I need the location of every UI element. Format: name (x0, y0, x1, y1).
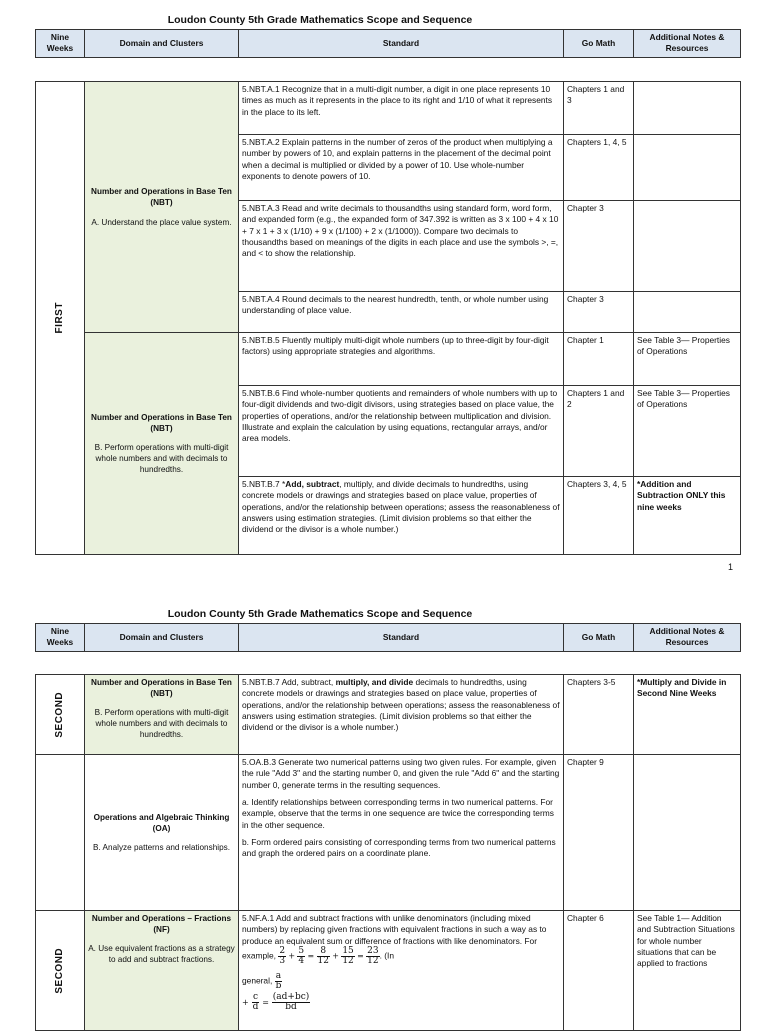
cluster-name: A. Use equivalent fractions as a strategy to add and subtract fractions. (88, 944, 235, 965)
domain-cell (85, 333, 239, 555)
go-math-cell: Chapters 1, 4, 5 (564, 135, 634, 201)
standard-cell: 5.NBT.A.1 Recognize that in a multi-digit number, a digit in one place represents 10 times as much as it represents in the place to its right and 1/10 of what it represents in the place to its left. (239, 82, 564, 135)
standard-cell: 5.OA.B.3 Generate two numerical patterns using two given rules. For example, given the rule "Add 3" and the starting number 0, and given the rule "Add 6" and the starting number 0, generate terms in the resulting sequences. a. Identify relationships between corresponding terms in two numerical patterns. For example, observe that the terms in one sequence are twice the corresponding terms in the other sequence. b. Form ordered pairs consisting of corresponding terms from two numerical patterns and graph the ordered pairs on a coordinate plane. (239, 755, 564, 911)
fraction: $\frac{5}{4}$ (298, 946, 305, 967)
header-table-2 (35, 623, 741, 652)
go-math-cell: Chapter 9 (564, 755, 634, 911)
notes-cell: *Multiply and Divide in Second Nine Weeks (634, 675, 741, 755)
header-table-1 (35, 29, 741, 58)
nine-weeks-label-first: FIRST (36, 82, 85, 555)
go-math-cell: Chapters 3, 4, 5 (564, 477, 634, 555)
standard-cell: 5.NF.A.1 Add and subtract fractions with unlike denominators (including mixed numbers) by replacing given fractions with equivalent fractions in such a way as to produce an equivalent sum or difference of fractions with like denominators. For example, $\frac{2}{3}$ + $\frac{5}{4}$ = $\frac{8}{12}$ + $\frac{15}{12}$ = $\frac{23}{12}$ . (In general, $\frac{a}{b}$ + $\frac{c}{d}$ = $\frac{(ad+bc)}{bd}$ (239, 911, 564, 1031)
domain-name: Operations and Algebraic Thinking (OA) (93, 812, 230, 833)
notes-cell (634, 292, 741, 333)
header-standard: Standard (239, 624, 564, 652)
fraction: $\frac{a}{b}$ (275, 971, 282, 992)
fraction: $\frac{2}{3}$ (279, 946, 286, 967)
cluster-name: B. Analyze patterns and relationships. (93, 843, 230, 853)
standard-cell: 5.NBT.B.7 *Add, subtract, multiply, and divide decimals to hundredths, using concrete models or drawings and strategies based on place value, properties of operations, and/or the relationship between operations; assess the reasonableness of answers using estimation strategies. (Limit division problems so that either the dividend or the divisor is a whole number.) (239, 477, 564, 555)
fraction: $\frac{(ad+bc)}{bd}$ (272, 992, 310, 1013)
domain-name: Number and Operations in Base Ten (NBT) (91, 187, 232, 208)
notes-cell (634, 755, 741, 911)
fraction: $\frac{c}{d}$ (252, 992, 259, 1013)
nine-weeks-label-second: SECOND (36, 911, 85, 1031)
go-math-cell: Chapter 1 (564, 333, 634, 386)
domain-name: Number and Operations in Base Ten (NBT) (91, 412, 232, 433)
domain-name: Number and Operations – Fractions (NF) (91, 914, 232, 935)
fraction: $\frac{15}{12}$ (342, 946, 354, 967)
header-domain: Domain and Clusters (85, 30, 239, 58)
page-number: 1 (727, 562, 733, 572)
notes-cell: See Table 3— Properties of Operations (634, 333, 741, 386)
header-domain: Domain and Clusters (85, 624, 239, 652)
go-math-cell: Chapters 1 and 3 (564, 82, 634, 135)
go-math-cell: Chapter 3 (564, 292, 634, 333)
notes-cell (634, 135, 741, 201)
domain-cell (85, 82, 239, 333)
go-math-cell: Chapter 3 (564, 201, 634, 292)
cluster-name: A. Understand the place value system. (91, 217, 232, 227)
cluster-name: B. Perform operations with multi-digit whole numbers and with decimals to hundredths. (94, 442, 229, 475)
page-title-2: Loudon County 5th Grade Mathematics Scope and Sequence (167, 608, 473, 620)
standard-cell: 5.NBT.A.3 Read and write decimals to thousandths using standard form, word form, and expanded form (e.g., the expanded form of 347.392 is written as 3 x 100 + 4 x 10 + 7 x 1 + 3 x (1/10) + 9 x (1/100) + 2 x (1/1000)). Compare two decimals to thousandths based on meanings of the digits in each place and use the symbols >, =, and < to show the relationship. (239, 201, 564, 292)
page-title-1: Loudon County 5th Grade Mathematics Scope and Sequence (167, 14, 473, 26)
header-go-math: Go Math (564, 624, 634, 652)
notes-cell: *Addition and Subtraction ONLY this nine weeks (634, 477, 741, 555)
domain-cell (85, 755, 239, 911)
header-go-math: Go Math (564, 30, 634, 58)
header-notes: Additional Notes & Resources (634, 30, 741, 58)
header-standard: Standard (239, 30, 564, 58)
notes-cell (634, 82, 741, 135)
nine-weeks-blank (36, 755, 85, 911)
second-nine-weeks-table-a (35, 674, 741, 1031)
domain-cell (85, 675, 239, 755)
first-nine-weeks-table (35, 81, 741, 555)
standard-cell: 5.NBT.A.2 Explain patterns in the number of zeros of the product when multiplying a number by powers of 10, and explain patterns in the placement of the decimal point when a decimal is multiplied or divided by a power of 10. Use whole-number exponents to denote powers of 10. (239, 135, 564, 201)
standard-cell: 5.NBT.B.7 Add, subtract, multiply, and divide decimals to hundredths, using concrete models or drawings and strategies based on place value, properties of operations, and/or the relationship between operations; assess the reasonableness of answers using estimation strategies. (Limit division problems so that either the dividend or the divisor is a whole number.) (239, 675, 564, 755)
standard-cell: 5.NBT.B.5 Fluently multiply multi-digit whole numbers (up to three-digit by four-digit factors) using appropriate strategies and algorithms. (239, 333, 564, 386)
domain-cell (85, 911, 239, 1031)
standard-cell: 5.NBT.B.6 Find whole-number quotients and remainders of whole numbers with up to four-digit dividends and two-digit divisors, using strategies based on place value, the properties of operations, and/or the relationship between multiplication and division. Illustrate and explain the calculation by using equations, rectangular arrays, and/or area models. (239, 386, 564, 477)
notes-cell: See Table 1— Addition and Subtraction Situations for whole number situations that can be applied to fractions (634, 911, 741, 1031)
go-math-cell: Chapters 3-5 (564, 675, 634, 755)
domain-name: Number and Operations in Base Ten (NBT) (91, 678, 232, 699)
header-notes: Additional Notes & Resources (634, 624, 741, 652)
standard-cell: 5.NBT.A.4 Round decimals to the nearest hundredth, tenth, or whole number using understanding of place value. (239, 292, 564, 333)
header-nine-weeks: Nine Weeks (36, 624, 85, 652)
fraction: $\frac{8}{12}$ (317, 946, 329, 967)
go-math-cell: Chapters 1 and 2 (564, 386, 634, 477)
go-math-cell: Chapter 6 (564, 911, 634, 1031)
fraction: $\frac{23}{12}$ (367, 946, 379, 967)
cluster-name: B. Perform operations with multi-digit whole numbers and with decimals to hundredths. (94, 708, 229, 740)
notes-cell (634, 201, 741, 292)
nine-weeks-label-second: SECOND (36, 675, 85, 755)
header-nine-weeks: Nine Weeks (36, 30, 85, 58)
notes-cell: See Table 3— Properties of Operations (634, 386, 741, 477)
